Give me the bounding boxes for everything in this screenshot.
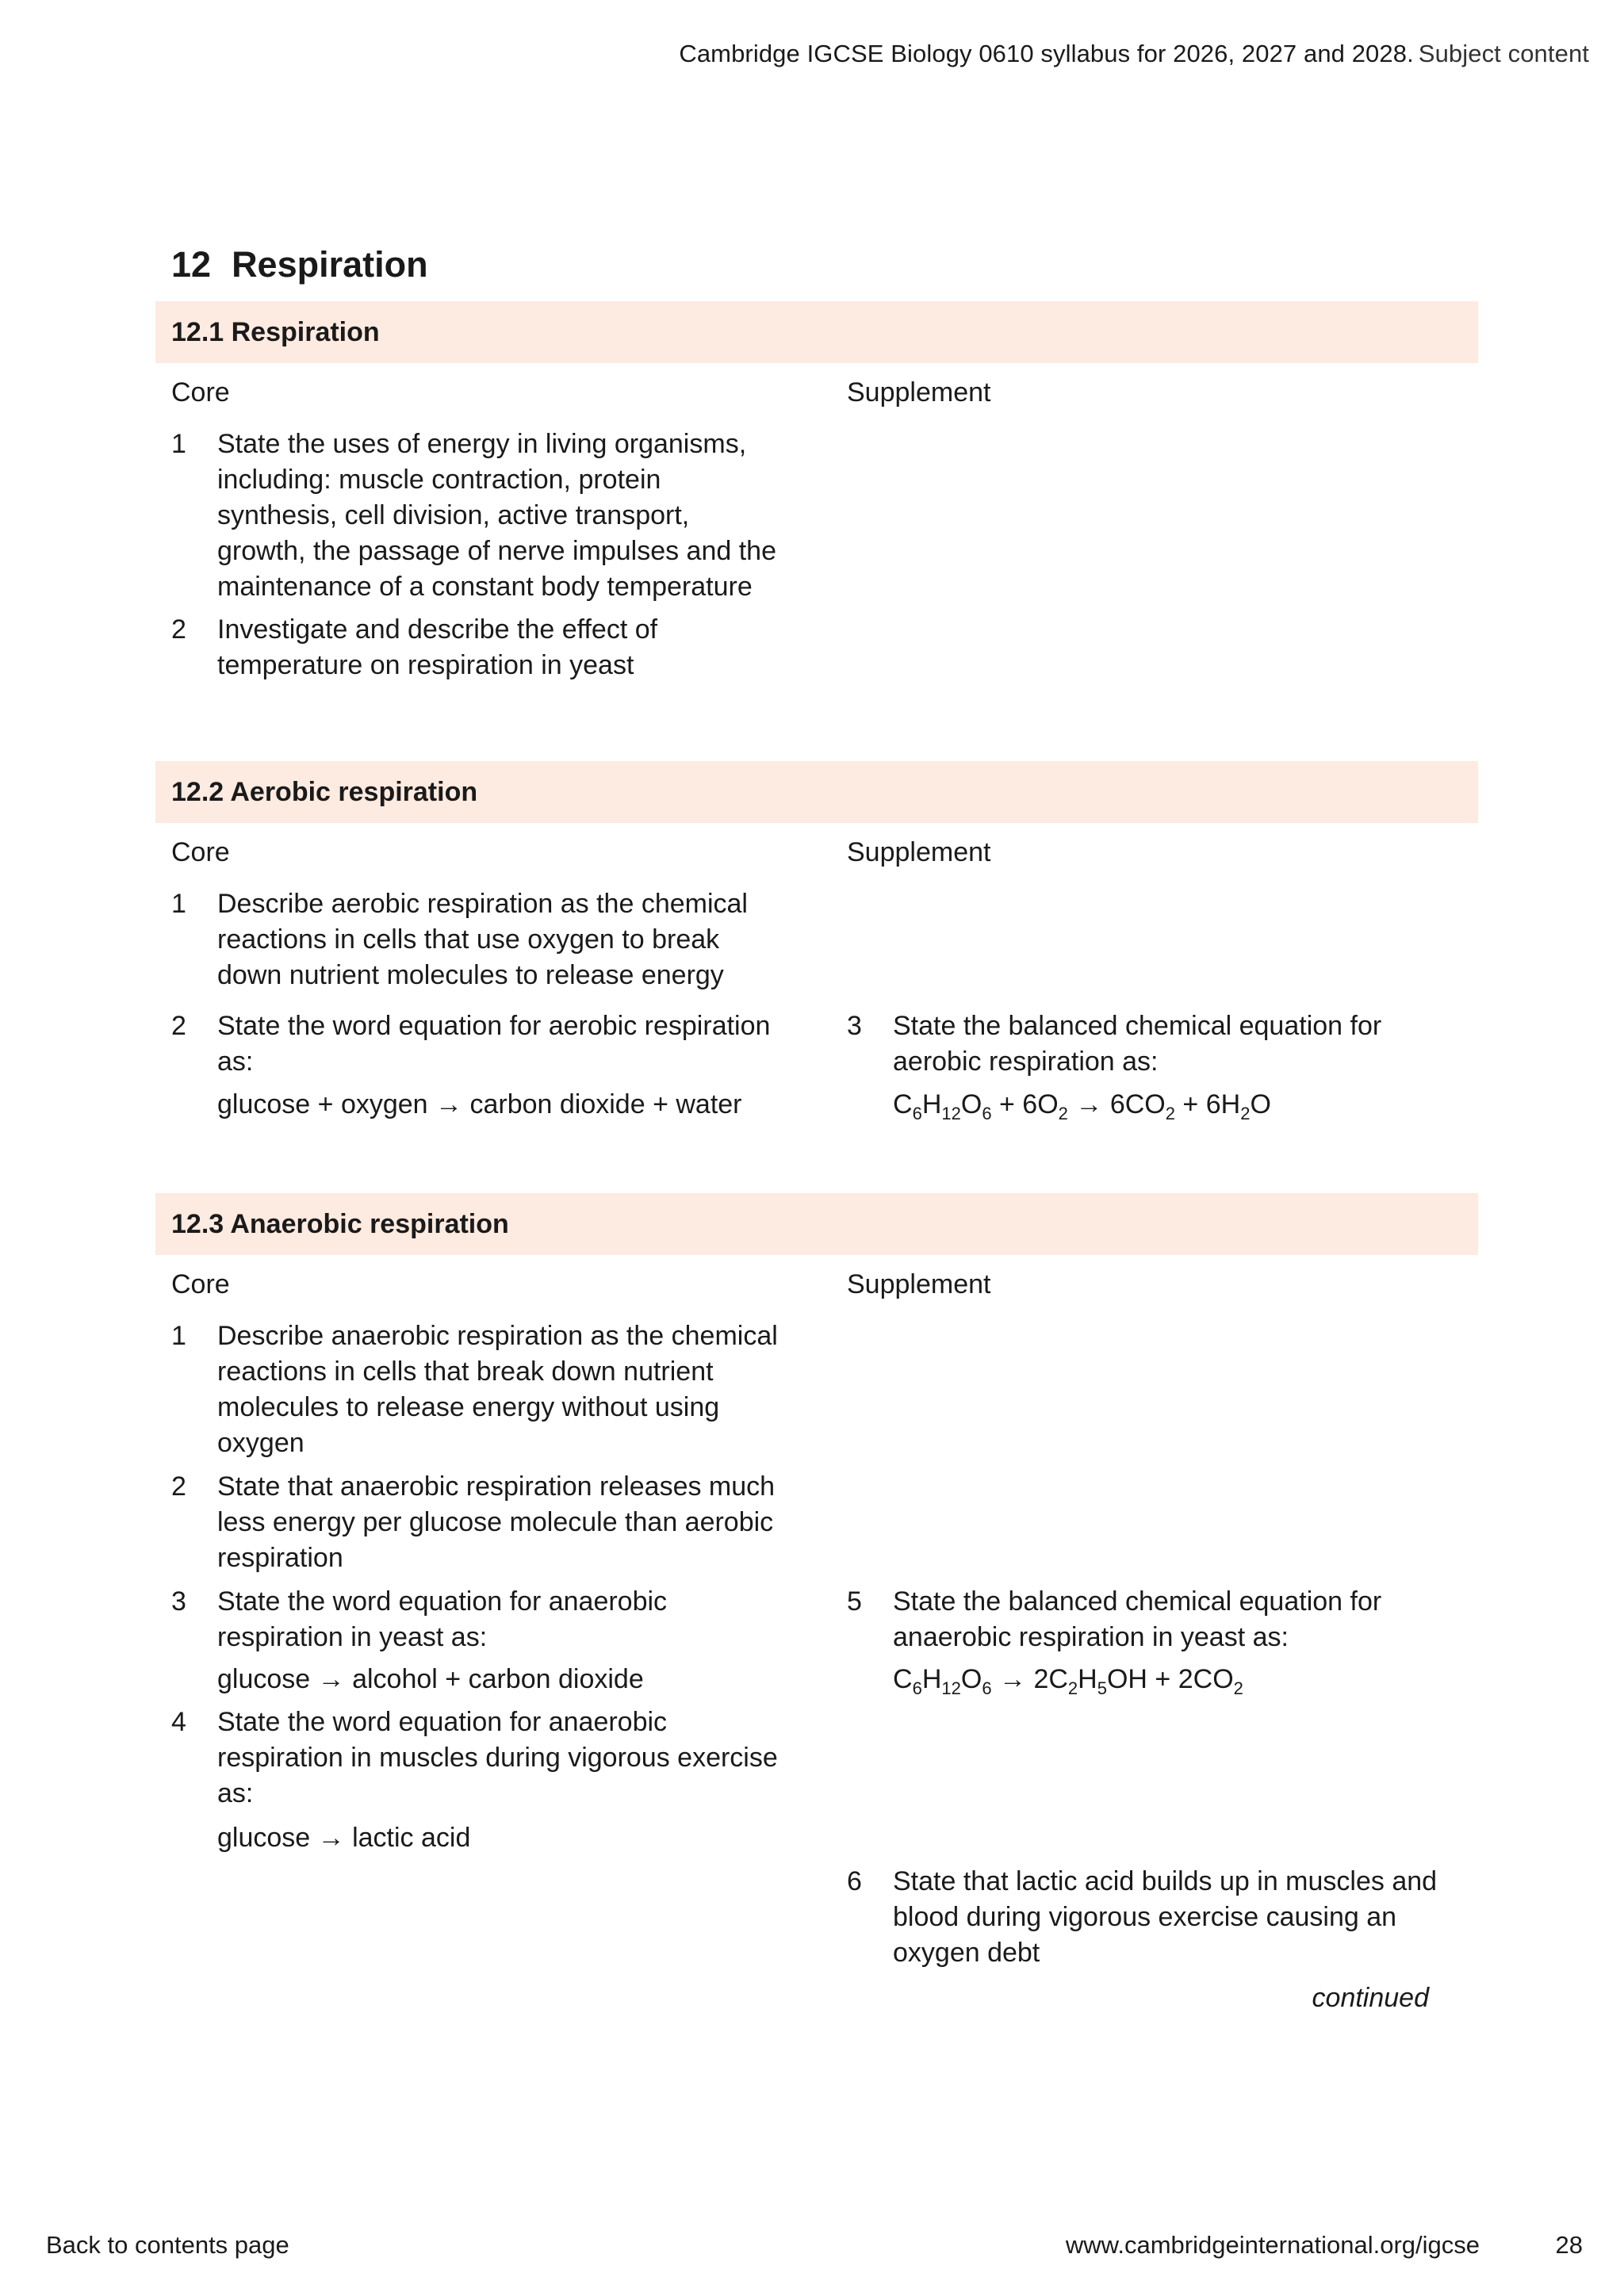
item-line: respiration in yeast as:: [217, 1622, 488, 1652]
supplement-heading: Supplement: [847, 377, 991, 408]
chapter-number: 12: [171, 244, 212, 285]
chapter-name: Respiration: [232, 244, 428, 285]
chemical-equation: $C_6H_{12}O_6 \to 2C_2H_5OH + 2CO_2$: [893, 1664, 1243, 1698]
item-line: down nutrient molecules to release energy: [217, 960, 724, 990]
chemical-equation: $C_6H_{12}O_6 + 6O_2 \to 6CO_2 + 6H_2O$: [893, 1089, 1271, 1123]
running-header: [679, 40, 1589, 68]
website-url[interactable]: www.cambridgeinternational.org/igcse: [1065, 2231, 1480, 2259]
core-heading: Core: [171, 837, 230, 867]
word-equation: glucose + oxygen → carbon dioxide + water: [217, 1089, 742, 1119]
item-line: State the balanced chemical equation for: [893, 1586, 1382, 1617]
item-line: State the balanced chemical equation for: [893, 1011, 1382, 1041]
item-number: 4: [171, 1707, 186, 1737]
page-number: 28: [1555, 2231, 1583, 2259]
section-heading: 12.3 Anaerobic respiration: [155, 1193, 1478, 1255]
item-line: State that anaerobic respiration releases much: [217, 1471, 776, 1502]
item-number: 1: [171, 1321, 186, 1351]
header-title: Cambridge IGCSE Biology 0610 syllabus for 2026, 2027 and 2028.: [679, 40, 1414, 67]
section-12-2: [155, 761, 1478, 1123]
item-line: maintenance of a constant body temperature: [217, 572, 753, 602]
word-equation: glucose → alcohol + carbon dioxide: [217, 1664, 644, 1694]
item-number: 3: [847, 1011, 862, 1041]
item-line: State the word equation for anaerobic: [217, 1586, 668, 1617]
item-line: aerobic respiration as:: [893, 1047, 1159, 1077]
item-line: temperature on respiration in yeast: [217, 650, 634, 680]
item-line: respiration: [217, 1543, 343, 1573]
item-line: molecules to release energy without using: [217, 1392, 720, 1422]
section-12-1: [155, 301, 1478, 680]
item-line: including: muscle contraction, protein: [217, 465, 661, 495]
item-line: growth, the passage of nerve impulses and the: [217, 536, 776, 566]
word-equation: glucose → lactic acid: [217, 1823, 471, 1853]
supplement-heading: Supplement: [847, 837, 991, 867]
item-line: oxygen debt: [893, 1938, 1040, 1968]
item-line: State the uses of energy in living organisms,: [217, 429, 747, 459]
header-subtitle: Subject content: [1418, 40, 1589, 67]
back-to-contents-link[interactable]: Back to contents page: [46, 2231, 289, 2259]
item-line: anaerobic respiration in yeast as:: [893, 1622, 1289, 1652]
item-line: State the word equation for anaerobic: [217, 1707, 668, 1737]
item-number: 1: [171, 889, 186, 919]
section-12-3: [155, 1193, 1478, 2013]
item-line: oxygen: [217, 1428, 304, 1458]
item-line: reactions in cells that use oxygen to break: [217, 924, 720, 955]
item-line: State the word equation for aerobic respiration: [217, 1011, 771, 1041]
core-heading: Core: [171, 1269, 230, 1299]
item-line: blood during vigorous exercise causing an: [893, 1902, 1397, 1932]
item-number: 5: [847, 1586, 862, 1617]
item-number: 3: [171, 1586, 186, 1617]
item-line: State that lactic acid builds up in muscles and: [893, 1866, 1438, 1896]
item-line: Describe anaerobic respiration as the chemical: [217, 1321, 778, 1351]
item-number: 2: [171, 1011, 186, 1041]
item-number: 2: [171, 1471, 186, 1502]
item-line: Investigate and describe the effect of: [217, 614, 658, 645]
item-line: respiration in muscles during vigorous exercise: [217, 1743, 778, 1773]
item-line: synthesis, cell division, active transport,: [217, 500, 690, 530]
continued-label: continued: [1312, 1983, 1429, 2013]
core-heading: Core: [171, 377, 230, 408]
section-heading: 12.1 Respiration: [155, 301, 1478, 363]
item-line: reactions in cells that break down nutrient: [217, 1357, 714, 1387]
supplement-heading: Supplement: [847, 1269, 991, 1299]
item-line: as:: [217, 1778, 254, 1808]
chapter-title: [171, 244, 428, 285]
item-line: as:: [217, 1047, 254, 1077]
item-line: less energy per glucose molecule than aerobic: [217, 1507, 774, 1537]
item-number: 1: [171, 429, 186, 459]
item-number: 6: [847, 1866, 862, 1896]
item-number: 2: [171, 614, 186, 645]
section-heading: 12.2 Aerobic respiration: [155, 761, 1478, 823]
item-line: Describe aerobic respiration as the chemical: [217, 889, 748, 919]
